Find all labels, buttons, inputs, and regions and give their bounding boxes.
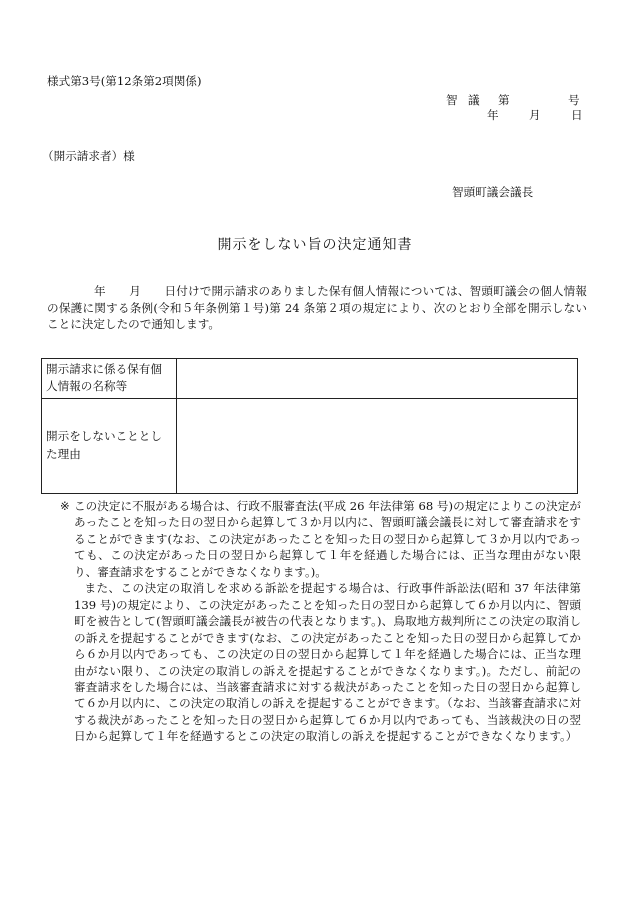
date-part: 年 xyxy=(487,108,499,122)
date-part: 日 xyxy=(571,108,583,122)
row-value xyxy=(177,398,578,493)
table-row xyxy=(42,398,578,493)
intro-paragraph: 年 月 日付けで開示請求のありました保有個人情報については、智頭町議会の個人情報の保護に関する条例(令和５年条例第１号)第 24 条第２項の規定により、次のとおり全部を開示しないことに決定したので通知します。 xyxy=(47,284,587,332)
appeal-notice xyxy=(60,498,581,745)
table-row xyxy=(42,359,578,399)
note-mark: ※ xyxy=(60,499,70,513)
row-value xyxy=(177,359,578,399)
ref-part: 智 xyxy=(446,93,458,107)
ref-part: 議 xyxy=(468,93,480,107)
sender: 智頭町議会議長 xyxy=(452,185,534,199)
ref-part: 第 xyxy=(498,93,510,107)
issue-date xyxy=(487,107,583,124)
row-label: 開示をしないこととした理由 xyxy=(42,398,177,493)
addressee: （開示請求者）様 xyxy=(42,149,135,163)
ref-part: 号 xyxy=(568,93,580,107)
form-number: 様式第3号(第12条第2項関係) xyxy=(47,74,202,88)
document-title: 開示をしない旨の決定通知書 xyxy=(217,237,413,253)
info-table xyxy=(41,358,578,494)
row-label: 開示請求に係る保有個人情報の名称等 xyxy=(42,359,177,399)
notice-paragraph: この決定に不服がある場合は、行政不服審査法(平成 26 年法律第 68 号)の規定によりこの決定があったことを知った日の翌日から起算して３か月以内に、智頭町議会議長に対して審査請求をすることができます(なお、この決定があったことを知った日の翌日から起算して３か月以内であっても、この決定があった日の翌日から起算して１年を経過した場合には、正当な理由がない限り、審査請求をすることができなくなります。)。 xyxy=(74,499,581,579)
notice-paragraph: また、この決定の取消しを求める訴訟を提起する場合は、行政事件訴訟法(昭和 37 年法律第 139 号)の規定により、この決定があったことを知った日の翌日から起算して６か月以内に、智頭町を被告として(智頭町議会議長が被告の代表となります。)、鳥取地方裁判所にこの決定の取消しの訴えを提起することができます(なお、この決定があったことを知った日の翌日から起算してから６か月以内であっても、この決定の日の翌日から起算して１年を経過した場合には、正当な理由がない限り、この決定の取消しの訴えを提起することができなくなります。)。ただし、前記の審査請求をした場合には、当該審査請求に対する裁決があったことを知った日の翌日から起算して６か月以内に、この決定の取消しの訴えを提起することができます。（なお、当該審査請求に対する裁決があったことを知った日の翌日から起算して６か月以内であっても、当該裁決の日の翌日から起算して１年を経過するとこの決定の取消しの訴えを提起することができなくなります。） xyxy=(74,581,581,744)
date-part: 月 xyxy=(529,108,541,122)
